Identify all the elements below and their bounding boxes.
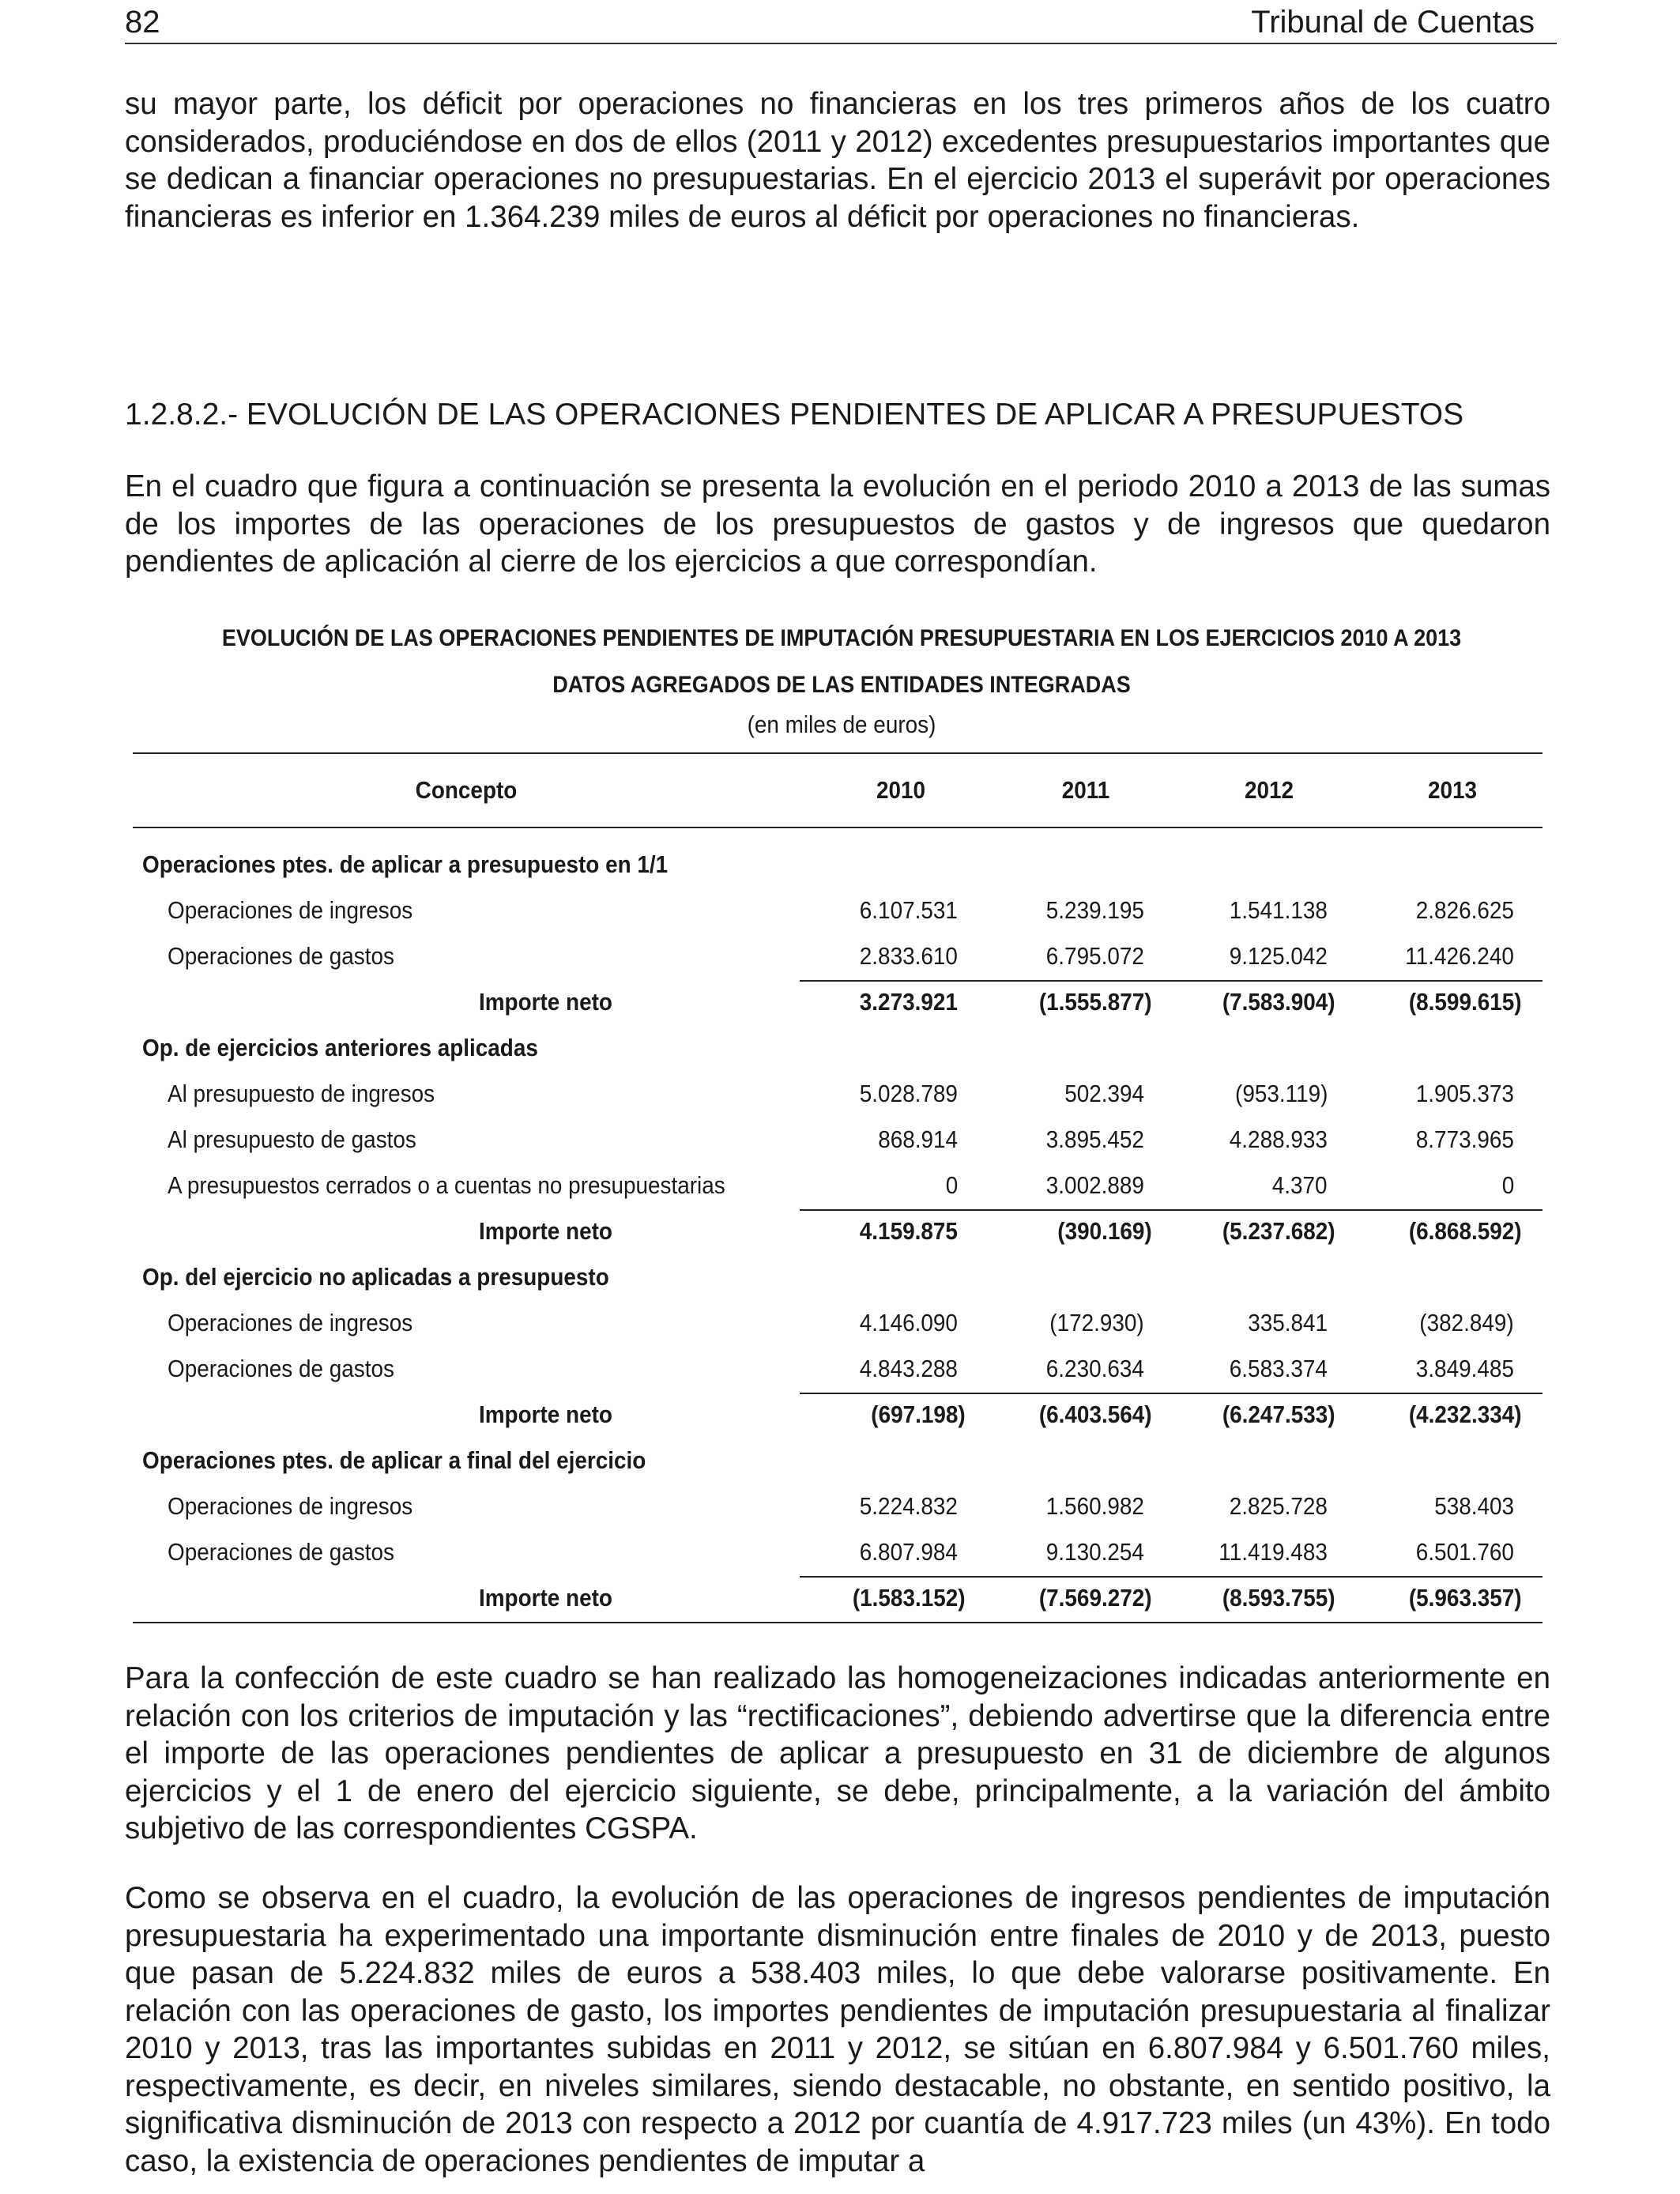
page-number: 82 — [125, 5, 160, 40]
table-cell-value: 0 — [1501, 1171, 1514, 1199]
table-cell-value: 1.541.138 — [1229, 896, 1328, 924]
page-header — [125, 2, 1557, 44]
table-row-label: Operaciones de gastos — [168, 1355, 394, 1382]
net-amount-value: 3.273.921 — [859, 988, 958, 1016]
table-cell-value: 6.107.531 — [859, 896, 958, 924]
table-subtitle: DATOS AGREGADOS DE LAS ENTIDADES INTEGRADAS — [552, 672, 1131, 698]
column-header-year: 2011 — [1061, 776, 1110, 804]
after-paragraph-2: Como se observa en el cuadro, la evolución de las operaciones de ingresos pendientes de imputación presupuestaria ha experimentado una importante disminución entre finales de 2010 y de 2013, puesto que pasan de 5.224.832 miles de euros a 538.403 miles, lo que debe valorarse positivamente. En relación con las operaciones de gasto, los importes pendientes de imputación presupuestaria al finalizar 2010 y 2013, tras las importantes subidas en 2011 y 2012, se sitúan en 6.807.984 y 6.501.760 miles, respectivamente, es decir, en niveles similares, siendo destacable, no obstante, en sentido positivo, la significativa disminución de 2013 con respecto a 2012 por cuantía de 4.917.723 miles (un 43%). En todo caso, la existencia de operaciones pendientes de imputar a — [125, 1881, 1550, 2178]
net-amount-value: (5.963.357) — [1409, 1584, 1522, 1612]
net-amount-value: (6.868.592) — [1409, 1217, 1522, 1245]
column-header-concepto: Concepto — [415, 776, 518, 804]
subtotal-rule — [800, 1393, 1543, 1394]
table-row-label: Al presupuesto de gastos — [168, 1125, 416, 1153]
lead-paragraph: En el cuadro que figura a continuación se presenta la evolución en el periodo 2010 a 2013 de las sumas de los importes de las operaciones de los presupuestos de gastos y de ingresos que quedaron pendientes de aplicación al cierre de los ejercicios a que correspondían. — [125, 469, 1550, 579]
net-amount-label: Importe neto — [479, 1217, 612, 1245]
table-cell-value: 335.841 — [1248, 1309, 1328, 1336]
table-cell-value: 2.826.625 — [1415, 896, 1514, 924]
table-cell-value: 3.895.452 — [1045, 1125, 1144, 1153]
table-cell-value: 1.560.982 — [1045, 1492, 1144, 1520]
running-title: Tribunal de Cuentas — [1251, 5, 1535, 40]
table-row-label: Operaciones de ingresos — [168, 896, 413, 924]
table-cell-value: 5.224.832 — [859, 1492, 958, 1520]
net-amount-label: Importe neto — [479, 1400, 612, 1428]
table-cell-value: 6.583.374 — [1229, 1355, 1328, 1382]
net-amount-value: (390.169) — [1057, 1217, 1152, 1245]
table-title: EVOLUCIÓN DE LAS OPERACIONES PENDIENTES DE IMPUTACIÓN PRESUPUESTARIA EN LOS EJERCICIOS 2010 A 2013 — [221, 625, 1462, 651]
section-row-heading: Op. del ejercicio no aplicadas a presupuesto — [142, 1263, 609, 1291]
net-amount-value: (697.198) — [871, 1400, 966, 1428]
column-header-year: 2013 — [1427, 776, 1478, 804]
table-cell-value: 1.905.373 — [1415, 1080, 1514, 1107]
net-amount-value: (8.593.755) — [1222, 1584, 1335, 1612]
net-amount-value: (7.569.272) — [1039, 1584, 1152, 1612]
table-cell-value: (382.849) — [1419, 1309, 1514, 1336]
table-cell-value: 8.773.965 — [1415, 1125, 1514, 1153]
section-row-heading: Op. de ejercicios anteriores aplicadas — [142, 1034, 538, 1061]
table-row-label: Operaciones de gastos — [168, 942, 394, 970]
net-amount-value: (7.583.904) — [1222, 988, 1335, 1016]
table-cell-value: 5.239.195 — [1045, 896, 1144, 924]
table-cell-value: (953.119) — [1234, 1080, 1328, 1107]
table-cell-value: 6.501.760 — [1415, 1538, 1514, 1566]
section-heading: 1.2.8.2.- EVOLUCIÓN DE LAS OPERACIONES PENDIENTES DE APLICAR A PRESUPUESTOS — [125, 398, 1464, 432]
table-row-label: Al presupuesto de ingresos — [168, 1080, 435, 1107]
data-table — [133, 752, 1543, 1617]
table-cell-value: 538.403 — [1434, 1492, 1514, 1520]
section-row-heading: Operaciones ptes. de aplicar a presupuesto en 1/1 — [142, 850, 669, 878]
table-cell-value: 6.807.984 — [859, 1538, 958, 1566]
column-header-year: 2010 — [876, 776, 926, 804]
net-amount-value: 4.159.875 — [859, 1217, 958, 1245]
table-units: (en miles de euros) — [747, 711, 936, 738]
table-cell-value: 5.028.789 — [859, 1080, 958, 1107]
table-cell-value: 4.146.090 — [859, 1309, 958, 1336]
net-amount-label: Importe neto — [479, 1584, 612, 1612]
net-amount-label: Importe neto — [479, 988, 612, 1016]
table-cell-value: 4.843.288 — [859, 1355, 958, 1382]
net-amount-value: (4.232.334) — [1409, 1400, 1522, 1428]
net-amount-value: (8.599.615) — [1409, 988, 1522, 1016]
table-cell-value: 11.426.240 — [1405, 942, 1514, 970]
after-paragraph-1: Para la confección de este cuadro se han realizado las homogeneizaciones indicadas anteriormente en relación con los criterios de imputación y las “rectificaciones”, debiendo advertirse que la diferencia entre el importe de las operaciones pendientes de aplicar a presupuesto en 31 de diciembre de algunos ejercicios y el 1 de enero del ejercicio siguiente, se debe, principalmente, a la variación del ámbito subjetivo de las correspondientes CGSPA. — [125, 1661, 1550, 1845]
net-amount-value: (6.247.533) — [1222, 1400, 1335, 1428]
table-row-label: Operaciones de ingresos — [168, 1309, 413, 1336]
table-row-label: A presupuestos cerrados o a cuentas no presupuestarias — [168, 1171, 725, 1199]
subtotal-rule — [800, 980, 1543, 982]
net-amount-value: (1.555.877) — [1039, 988, 1152, 1016]
table-cell-value: (172.930) — [1049, 1309, 1144, 1336]
subtotal-rule — [800, 1576, 1543, 1578]
column-header-year: 2012 — [1244, 776, 1294, 804]
subtotal-rule — [800, 1209, 1543, 1211]
net-amount-value: (6.403.564) — [1039, 1400, 1152, 1428]
table-cell-value: 6.230.634 — [1045, 1355, 1144, 1382]
net-amount-value: (1.583.152) — [853, 1584, 966, 1612]
table-bottom-rule — [133, 1622, 1543, 1623]
table-cell-value: 0 — [945, 1171, 958, 1199]
table-cell-value: 4.288.933 — [1229, 1125, 1328, 1153]
table-cell-value: 2.833.610 — [859, 942, 958, 970]
table-cell-value: 9.130.254 — [1045, 1538, 1144, 1566]
table-cell-value: 868.914 — [878, 1125, 958, 1153]
section-row-heading: Operaciones ptes. de aplicar a final del ejercicio — [142, 1446, 646, 1474]
intro-paragraph: su mayor parte, los déficit por operaciones no financieras en los tres primeros años de los cuatro considerados, produciéndose en dos de ellos (2011 y 2012) excedentes presupuestarios importantes que se dedican a financiar operaciones no presupuestarias. En el ejercicio 2013 el superávit por operaciones financieras es inferior en 1.364.239 miles de euros al déficit por operaciones no financieras. — [125, 87, 1550, 234]
table-row-label: Operaciones de gastos — [168, 1538, 394, 1566]
header-bottom-rule — [133, 827, 1543, 828]
table-cell-value: 6.795.072 — [1045, 942, 1144, 970]
net-amount-value: (5.237.682) — [1222, 1217, 1335, 1245]
table-cell-value: 2.825.728 — [1229, 1492, 1328, 1520]
table-cell-value: 9.125.042 — [1229, 942, 1328, 970]
table-top-rule — [133, 752, 1543, 754]
table-cell-value: 3.849.485 — [1415, 1355, 1514, 1382]
table-row-label: Operaciones de ingresos — [168, 1492, 413, 1520]
table-cell-value: 4.370 — [1272, 1171, 1328, 1199]
table-cell-value: 502.394 — [1064, 1080, 1144, 1107]
table-cell-value: 11.419.483 — [1219, 1538, 1328, 1566]
table-cell-value: 3.002.889 — [1045, 1171, 1144, 1199]
